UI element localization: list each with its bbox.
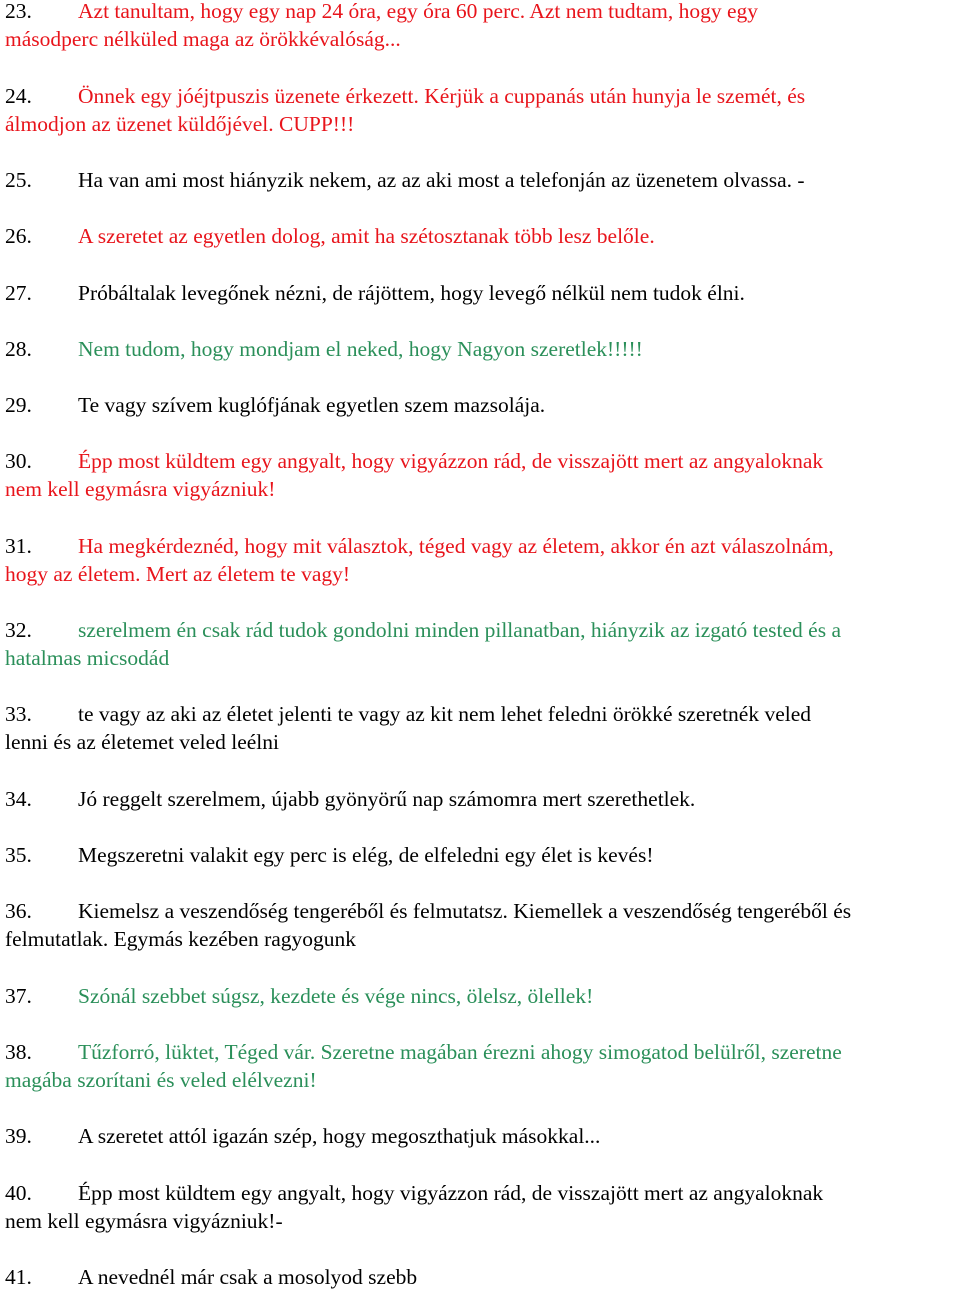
list-item-text: Azt tanultam, hogy egy nap 24 óra, egy óra 60 perc. Azt nem tudtam, hogy egy — [78, 0, 759, 23]
list-item-first-line — [5, 982, 960, 1010]
list-item-first-line — [5, 1038, 960, 1066]
list-item — [5, 222, 960, 250]
list-item-text: Nem tudom, hogy mondjam el neked, hogy Nagyon szeretlek!!!!! — [78, 337, 643, 361]
list-item-text: Épp most küldtem egy angyalt, hogy vigyázzon rád, de visszajött mert az angyaloknak — [78, 1181, 824, 1205]
list-item-continuation-line — [5, 110, 960, 138]
list-item-text: A nevednél már csak a mosolyod szebb — [78, 1265, 418, 1289]
list-item-number: 35. — [5, 843, 32, 867]
list-item-number: 23. — [5, 0, 32, 23]
list-item-first-line — [5, 222, 960, 250]
list-item-text: Megszeretni valakit egy perc is elég, de elfeledni egy élet is kevés! — [78, 843, 654, 867]
list-item — [5, 1263, 960, 1291]
list-item-first-line — [5, 447, 960, 475]
list-item-continuation-line — [5, 560, 960, 588]
list-item-continuation-line — [5, 1066, 960, 1094]
list-item-continuation-line — [5, 644, 960, 672]
list-item — [5, 616, 960, 672]
list-item — [5, 335, 960, 363]
list-item-text: Önnek egy jóéjtpuszis üzenete érkezett. Kérjük a cuppanás után hunyja le szemét, és — [78, 84, 806, 108]
list-item — [5, 0, 960, 53]
list-item — [5, 841, 960, 869]
list-item-text: Próbáltalak levegőnek nézni, de rájöttem, hogy levegő nélkül nem tudok élni. — [78, 281, 745, 305]
list-item-number: 27. — [5, 281, 32, 305]
list-item-text: hogy az életem. Mert az életem te vagy! — [5, 562, 351, 586]
list-item-first-line — [5, 82, 960, 110]
list-item-text: Ha van ami most hiányzik nekem, az az aki most a telefonján az üzenetem olvassa. - — [78, 168, 805, 192]
list-item-number: 41. — [5, 1265, 32, 1289]
list-item-first-line — [5, 897, 960, 925]
list-item-text: Te vagy szívem kuglófjának egyetlen szem mazsolája. — [78, 393, 546, 417]
list-item-text: nem kell egymásra vigyázniuk!- — [5, 1209, 283, 1233]
list-item-continuation-line — [5, 475, 960, 503]
list-item-first-line — [5, 391, 960, 419]
list-item-number: 30. — [5, 449, 32, 473]
list-item-first-line — [5, 841, 960, 869]
list-item — [5, 1038, 960, 1094]
list-item-number: 24. — [5, 84, 32, 108]
list-item-text: lenni és az életemet veled leélni — [5, 730, 279, 754]
list-item-text: felmutatlak. Egymás kezében ragyogunk — [5, 927, 357, 951]
list-item-continuation-line — [5, 1207, 960, 1235]
list-item-text: szerelmem én csak rád tudok gondolni minden pillanatban, hiányzik az izgató tested és a — [78, 618, 841, 642]
list-item-number: 39. — [5, 1124, 32, 1148]
list-item — [5, 897, 960, 953]
list-item — [5, 785, 960, 813]
list-item — [5, 82, 960, 138]
list-item-continuation-line — [5, 925, 960, 953]
list-item — [5, 700, 960, 756]
list-item — [5, 391, 960, 419]
list-item-text: hatalmas micsodád — [5, 646, 170, 670]
list-item-number: 28. — [5, 337, 32, 361]
list-item-number: 38. — [5, 1040, 32, 1064]
list-item-continuation-line — [5, 25, 960, 53]
list-item-text: A szeretet attól igazán szép, hogy megoszthatjuk másokkal... — [78, 1124, 601, 1148]
list-item-number: 25. — [5, 168, 32, 192]
list-item-first-line — [5, 335, 960, 363]
list-item — [5, 447, 960, 503]
list-item-text: Kiemelsz a veszendőség tengeréből és felmutatsz. Kiemellek a veszendőség tengeréből és — [78, 899, 852, 923]
list-item-text: A szeretet az egyetlen dolog, amit ha szétosztanak több lesz belőle. — [78, 224, 655, 248]
list-item-first-line — [5, 532, 960, 560]
list-item-continuation-line — [5, 728, 960, 756]
list-item — [5, 1122, 960, 1150]
list-item-number: 34. — [5, 787, 32, 811]
list-item-number: 29. — [5, 393, 32, 417]
list-item-first-line — [5, 1263, 960, 1291]
list-item-number: 32. — [5, 618, 32, 642]
list-item-first-line — [5, 279, 960, 307]
list-item — [5, 1179, 960, 1235]
list-item-number: 40. — [5, 1181, 32, 1205]
list-item-first-line — [5, 1122, 960, 1150]
list-item-text: Ha megkérdeznéd, hogy mit választok, téged vagy az életem, akkor én azt válaszolnám, — [78, 534, 834, 558]
list-item-first-line — [5, 0, 960, 25]
list-item-first-line — [5, 166, 960, 194]
list-item-text: nem kell egymásra vigyázniuk! — [5, 477, 276, 501]
list-item-number: 26. — [5, 224, 32, 248]
list-item — [5, 279, 960, 307]
list-item-first-line — [5, 616, 960, 644]
list-item-text: másodperc nélküled maga az örökkévalóság... — [5, 27, 401, 51]
list-item-text: Szónál szebbet súgsz, kezdete és vége nincs, ölelsz, ölellek! — [78, 984, 594, 1008]
list-item-number: 31. — [5, 534, 32, 558]
list-item — [5, 982, 960, 1010]
list-item-number: 36. — [5, 899, 32, 923]
list-item-text: te vagy az aki az életet jelenti te vagy az kit nem lehet feledni örökké szeretnék veled — [78, 702, 812, 726]
list-item-number: 37. — [5, 984, 32, 1008]
list-item-text: magába szorítani és veled elélvezni! — [5, 1068, 317, 1092]
list-item-text: álmodjon az üzenet küldőjével. CUPP!!! — [5, 112, 355, 136]
list-item-first-line — [5, 1179, 960, 1207]
list-item — [5, 532, 960, 588]
list-item-first-line — [5, 785, 960, 813]
list-item-text: Épp most küldtem egy angyalt, hogy vigyázzon rád, de visszajött mert az angyaloknak — [78, 449, 824, 473]
list-item-number: 33. — [5, 702, 32, 726]
list-item-first-line — [5, 700, 960, 728]
list-item-text: Tűzforró, lüktet, Téged vár. Szeretne magában érezni ahogy simogatod belülről, szeretne — [78, 1040, 842, 1064]
list-item-text: Jó reggelt szerelmem, újabb gyönyörű nap számomra mert szerethetlek. — [78, 787, 696, 811]
list-item — [5, 166, 960, 194]
